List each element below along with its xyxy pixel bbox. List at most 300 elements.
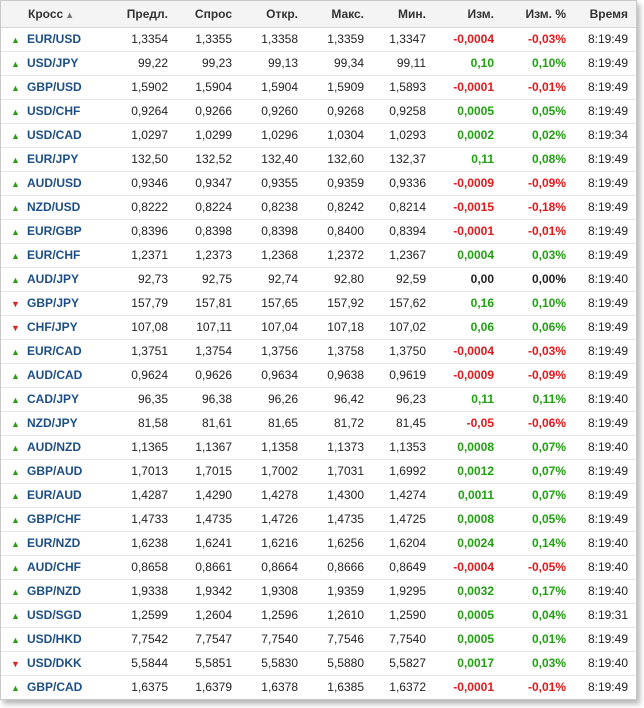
high-cell: 132,60 [306, 147, 372, 171]
low-cell: 5,5827 [372, 651, 434, 675]
arrow-up-icon: ▲ [11, 131, 20, 141]
pair-link[interactable]: USD/CAD [27, 128, 82, 142]
pair-link[interactable]: CHF/JPY [27, 320, 78, 334]
high-cell: 1,5909 [306, 75, 372, 99]
open-cell: 1,6216 [240, 531, 306, 555]
low-cell: 157,62 [372, 291, 434, 315]
open-cell: 96,26 [240, 387, 306, 411]
bid-cell: 1,4287 [93, 483, 176, 507]
ask-cell: 0,9347 [176, 171, 240, 195]
change-cell: 0,11 [434, 387, 502, 411]
table-row [1, 75, 636, 99]
pair-cell [1, 579, 93, 603]
sort-arrow-icon[interactable]: ▲ [65, 9, 75, 20]
table-row [1, 147, 636, 171]
pair-link[interactable]: USD/HKD [27, 632, 82, 646]
pair-cell [1, 651, 93, 675]
change-percent-cell: 0,06% [502, 315, 574, 339]
table-row [1, 579, 636, 603]
change-cell: -0,0001 [434, 219, 502, 243]
high-cell: 5,5880 [306, 651, 372, 675]
low-cell: 1,1353 [372, 435, 434, 459]
pair-link[interactable]: EUR/CAD [27, 344, 82, 358]
open-cell: 107,04 [240, 315, 306, 339]
open-cell: 157,65 [240, 291, 306, 315]
change-cell: 0,0011 [434, 483, 502, 507]
open-cell: 7,7540 [240, 627, 306, 651]
time-cell: 8:19:49 [574, 75, 636, 99]
change-percent-cell: 0,10% [502, 51, 574, 75]
pair-link[interactable]: USD/JPY [27, 56, 79, 70]
table-row [1, 339, 636, 363]
pair-cell [1, 267, 93, 291]
pair-link[interactable]: USD/CHF [27, 104, 81, 118]
change-percent-cell: -0,06% [502, 411, 574, 435]
ask-cell: 0,8398 [176, 219, 240, 243]
table-row [1, 651, 636, 675]
ask-cell: 1,2373 [176, 243, 240, 267]
low-cell: 1,9295 [372, 579, 434, 603]
time-cell: 8:19:34 [574, 123, 636, 147]
bid-cell: 99,22 [93, 51, 176, 75]
open-cell: 0,8238 [240, 195, 306, 219]
change-cell: 0,0005 [434, 627, 502, 651]
pair-link[interactable]: EUR/JPY [27, 152, 79, 166]
bid-cell: 7,7542 [93, 627, 176, 651]
high-cell: 92,80 [306, 267, 372, 291]
arrow-up-icon: ▲ [11, 155, 20, 165]
table-row [1, 171, 636, 195]
ask-cell: 1,2604 [176, 603, 240, 627]
bid-cell: 1,2599 [93, 603, 176, 627]
change-percent-cell: 0,08% [502, 147, 574, 171]
time-cell: 8:19:40 [574, 651, 636, 675]
open-cell: 1,4278 [240, 483, 306, 507]
change-percent-cell: 0,02% [502, 123, 574, 147]
column-header-low[interactable]: Мин. [372, 1, 434, 27]
table-row [1, 387, 636, 411]
change-percent-cell: 0,14% [502, 531, 574, 555]
arrow-up-icon: ▲ [11, 683, 20, 693]
pair-cell [1, 171, 93, 195]
arrow-down-icon: ▼ [11, 659, 20, 669]
low-cell: 1,2590 [372, 603, 434, 627]
table-row [1, 219, 636, 243]
open-cell: 5,5830 [240, 651, 306, 675]
high-cell: 81,72 [306, 411, 372, 435]
bid-cell: 1,4733 [93, 507, 176, 531]
open-cell: 1,9308 [240, 579, 306, 603]
low-cell: 1,6372 [372, 675, 434, 699]
table-row [1, 27, 636, 51]
low-cell: 1,2367 [372, 243, 434, 267]
bid-cell: 0,8658 [93, 555, 176, 579]
change-percent-cell: -0,01% [502, 219, 574, 243]
table-row [1, 99, 636, 123]
change-percent-cell: -0,01% [502, 75, 574, 99]
ask-cell: 0,8661 [176, 555, 240, 579]
high-cell: 1,2372 [306, 243, 372, 267]
table-row [1, 435, 636, 459]
change-cell: 0,0032 [434, 579, 502, 603]
low-cell: 81,45 [372, 411, 434, 435]
pair-link[interactable]: EUR/CHF [27, 248, 81, 262]
table-row [1, 507, 636, 531]
pair-cell [1, 147, 93, 171]
arrow-up-icon: ▲ [11, 107, 20, 117]
change-percent-cell: -0,09% [502, 363, 574, 387]
table-header-row [1, 1, 636, 27]
pair-link[interactable]: EUR/NZD [27, 536, 81, 550]
ask-cell: 0,8224 [176, 195, 240, 219]
low-cell: 1,6992 [372, 459, 434, 483]
time-cell: 8:19:49 [574, 627, 636, 651]
high-cell: 0,9268 [306, 99, 372, 123]
bid-cell: 107,08 [93, 315, 176, 339]
open-cell: 1,3358 [240, 27, 306, 51]
change-cell: -0,0001 [434, 75, 502, 99]
time-cell: 8:19:40 [574, 435, 636, 459]
change-percent-cell: -0,09% [502, 171, 574, 195]
high-cell: 0,9638 [306, 363, 372, 387]
pair-cell [1, 291, 93, 315]
pair-cell [1, 603, 93, 627]
low-cell: 1,6204 [372, 531, 434, 555]
open-cell: 92,74 [240, 267, 306, 291]
change-percent-cell: 0,00% [502, 267, 574, 291]
time-cell: 8:19:49 [574, 147, 636, 171]
pair-link[interactable]: NZD/JPY [27, 416, 78, 430]
change-percent-cell: -0,03% [502, 27, 574, 51]
table-row [1, 411, 636, 435]
time-cell: 8:19:49 [574, 51, 636, 75]
time-cell: 8:19:49 [574, 315, 636, 339]
pair-cell [1, 675, 93, 699]
table-body [1, 27, 636, 699]
high-cell: 7,7546 [306, 627, 372, 651]
open-cell: 1,2368 [240, 243, 306, 267]
column-header-change[interactable]: Изм. [434, 1, 502, 27]
ask-cell: 132,52 [176, 147, 240, 171]
change-cell: 0,16 [434, 291, 502, 315]
high-cell: 1,2610 [306, 603, 372, 627]
pair-cell [1, 51, 93, 75]
bid-cell: 1,3751 [93, 339, 176, 363]
time-cell: 8:19:49 [574, 363, 636, 387]
time-cell: 8:19:49 [574, 27, 636, 51]
change-cell: 0,0005 [434, 603, 502, 627]
bid-cell: 96,35 [93, 387, 176, 411]
column-header-ask[interactable]: Спрос [176, 1, 240, 27]
open-cell: 132,40 [240, 147, 306, 171]
arrow-up-icon: ▲ [11, 539, 20, 549]
change-cell: -0,0004 [434, 339, 502, 363]
pair-link[interactable]: EUR/AUD [27, 488, 82, 502]
quotes-table [1, 1, 636, 700]
ask-cell: 1,4290 [176, 483, 240, 507]
pair-cell [1, 435, 93, 459]
change-cell: -0,0009 [434, 171, 502, 195]
pair-link[interactable]: USD/DKK [27, 656, 82, 670]
time-cell: 8:19:31 [574, 603, 636, 627]
open-cell: 1,1358 [240, 435, 306, 459]
table-row [1, 123, 636, 147]
change-percent-cell: 0,04% [502, 603, 574, 627]
open-cell: 1,0296 [240, 123, 306, 147]
ask-cell: 1,0299 [176, 123, 240, 147]
time-cell: 8:19:40 [574, 531, 636, 555]
change-percent-cell: -0,03% [502, 339, 574, 363]
high-cell: 1,9359 [306, 579, 372, 603]
change-percent-cell: 0,03% [502, 651, 574, 675]
ask-cell: 99,23 [176, 51, 240, 75]
low-cell: 1,4274 [372, 483, 434, 507]
table-row [1, 363, 636, 387]
arrow-up-icon: ▲ [11, 395, 20, 405]
table-row [1, 675, 636, 699]
pair-link[interactable]: AUD/USD [27, 176, 82, 190]
high-cell: 1,3758 [306, 339, 372, 363]
change-cell: -0,05 [434, 411, 502, 435]
bid-cell: 92,73 [93, 267, 176, 291]
high-cell: 0,9359 [306, 171, 372, 195]
open-cell: 1,5904 [240, 75, 306, 99]
open-cell: 99,13 [240, 51, 306, 75]
pair-link[interactable]: GBP/NZD [27, 584, 81, 598]
bid-cell: 157,79 [93, 291, 176, 315]
low-cell: 99,11 [372, 51, 434, 75]
low-cell: 1,0293 [372, 123, 434, 147]
column-header-time[interactable]: Время [574, 1, 636, 27]
pair-cell [1, 339, 93, 363]
pair-link[interactable]: GBP/CHF [27, 512, 81, 526]
ask-cell: 1,6379 [176, 675, 240, 699]
high-cell: 1,6256 [306, 531, 372, 555]
time-cell: 8:19:40 [574, 555, 636, 579]
pair-link[interactable]: GBP/USD [27, 80, 82, 94]
change-percent-cell: 0,17% [502, 579, 574, 603]
low-cell: 0,8649 [372, 555, 434, 579]
time-cell: 8:19:49 [574, 291, 636, 315]
table-row [1, 267, 636, 291]
bid-cell: 1,5902 [93, 75, 176, 99]
change-cell: -0,0001 [434, 675, 502, 699]
pair-link[interactable]: AUD/CAD [27, 368, 83, 382]
pair-cell [1, 411, 93, 435]
open-cell: 0,8664 [240, 555, 306, 579]
arrow-up-icon: ▲ [11, 203, 20, 213]
table-row [1, 603, 636, 627]
pair-cell [1, 123, 93, 147]
open-cell: 81,65 [240, 411, 306, 435]
change-cell: 0,06 [434, 315, 502, 339]
pair-cell [1, 315, 93, 339]
change-cell: 0,10 [434, 51, 502, 75]
arrow-up-icon: ▲ [11, 83, 20, 93]
low-cell: 1,3750 [372, 339, 434, 363]
pair-cell [1, 243, 93, 267]
low-cell: 1,3347 [372, 27, 434, 51]
pair-link[interactable]: AUD/JPY [27, 272, 80, 286]
low-cell: 0,8394 [372, 219, 434, 243]
high-cell: 157,92 [306, 291, 372, 315]
table-row [1, 483, 636, 507]
pair-link[interactable]: AUD/NZD [27, 440, 81, 454]
bid-cell: 132,50 [93, 147, 176, 171]
arrow-up-icon: ▲ [11, 611, 20, 621]
ask-cell: 96,38 [176, 387, 240, 411]
bid-cell: 0,9264 [93, 99, 176, 123]
column-header-bid[interactable]: Предл. [93, 1, 176, 27]
time-cell: 8:19:49 [574, 219, 636, 243]
bid-cell: 0,8396 [93, 219, 176, 243]
open-cell: 0,9634 [240, 363, 306, 387]
pair-link[interactable]: GBP/AUD [27, 464, 83, 478]
change-percent-cell: 0,07% [502, 435, 574, 459]
arrow-down-icon: ▼ [11, 323, 20, 333]
open-cell: 1,7002 [240, 459, 306, 483]
arrow-up-icon: ▲ [11, 251, 20, 261]
high-cell: 107,18 [306, 315, 372, 339]
high-cell: 1,4735 [306, 507, 372, 531]
ask-cell: 1,1367 [176, 435, 240, 459]
high-cell: 1,4300 [306, 483, 372, 507]
bid-cell: 1,2371 [93, 243, 176, 267]
pair-link[interactable]: CAD/JPY [27, 392, 80, 406]
high-cell: 1,7031 [306, 459, 372, 483]
pair-cell [1, 507, 93, 531]
bid-cell: 1,7013 [93, 459, 176, 483]
change-cell: -0,0015 [434, 195, 502, 219]
open-cell: 1,2596 [240, 603, 306, 627]
bid-cell: 1,1365 [93, 435, 176, 459]
open-cell: 0,9260 [240, 99, 306, 123]
high-cell: 1,3359 [306, 27, 372, 51]
change-percent-cell: -0,18% [502, 195, 574, 219]
table-row [1, 291, 636, 315]
open-cell: 0,9355 [240, 171, 306, 195]
high-cell: 1,1373 [306, 435, 372, 459]
arrow-up-icon: ▲ [11, 275, 20, 285]
time-cell: 8:19:49 [574, 507, 636, 531]
high-cell: 1,0304 [306, 123, 372, 147]
ask-cell: 1,3754 [176, 339, 240, 363]
ask-cell: 0,9626 [176, 363, 240, 387]
change-percent-cell: -0,01% [502, 675, 574, 699]
time-cell: 8:19:40 [574, 579, 636, 603]
arrow-up-icon: ▲ [11, 419, 20, 429]
ask-cell: 157,81 [176, 291, 240, 315]
bid-cell: 1,3354 [93, 27, 176, 51]
pair-link[interactable]: EUR/USD [27, 32, 82, 46]
bid-cell: 0,9624 [93, 363, 176, 387]
ask-cell: 1,4735 [176, 507, 240, 531]
ask-cell: 1,6241 [176, 531, 240, 555]
open-cell: 0,8398 [240, 219, 306, 243]
ask-cell: 81,61 [176, 411, 240, 435]
change-percent-cell: 0,05% [502, 99, 574, 123]
ask-cell: 107,11 [176, 315, 240, 339]
arrow-up-icon: ▲ [11, 347, 20, 357]
column-header-pair[interactable]: Кросс ▲ [1, 1, 93, 27]
pair-cell [1, 195, 93, 219]
pair-link[interactable]: NZD/USD [27, 200, 81, 214]
change-cell: -0,0004 [434, 555, 502, 579]
low-cell: 1,4725 [372, 507, 434, 531]
pair-cell [1, 363, 93, 387]
high-cell: 0,8666 [306, 555, 372, 579]
arrow-up-icon: ▲ [11, 515, 20, 525]
time-cell: 8:19:40 [574, 387, 636, 411]
arrow-up-icon: ▲ [11, 587, 20, 597]
pair-cell [1, 627, 93, 651]
change-cell: 0,0005 [434, 99, 502, 123]
time-cell: 8:19:49 [574, 675, 636, 699]
ask-cell: 1,5904 [176, 75, 240, 99]
pair-link[interactable]: USD/SGD [27, 608, 82, 622]
open-cell: 1,4726 [240, 507, 306, 531]
time-cell: 8:19:40 [574, 267, 636, 291]
time-cell: 8:19:49 [574, 195, 636, 219]
bid-cell: 0,8222 [93, 195, 176, 219]
change-percent-cell: 0,11% [502, 387, 574, 411]
pair-link[interactable]: GBP/JPY [27, 296, 80, 310]
pair-link[interactable]: EUR/GBP [27, 224, 82, 238]
change-percent-cell: 0,10% [502, 291, 574, 315]
open-cell: 1,6378 [240, 675, 306, 699]
high-cell: 96,42 [306, 387, 372, 411]
pair-link[interactable]: AUD/CHF [27, 560, 81, 574]
ask-cell: 1,7015 [176, 459, 240, 483]
high-cell: 0,8400 [306, 219, 372, 243]
ask-cell: 1,3355 [176, 27, 240, 51]
change-cell: 0,0008 [434, 507, 502, 531]
arrow-up-icon: ▲ [11, 443, 20, 453]
column-header-open[interactable]: Откр. [240, 1, 306, 27]
column-header-change-percent[interactable]: Изм. % [502, 1, 574, 27]
time-cell: 8:19:49 [574, 459, 636, 483]
low-cell: 132,37 [372, 147, 434, 171]
change-cell: 0,0008 [434, 435, 502, 459]
bid-cell: 5,5844 [93, 651, 176, 675]
table-row [1, 555, 636, 579]
low-cell: 107,02 [372, 315, 434, 339]
low-cell: 96,23 [372, 387, 434, 411]
change-cell: 0,0012 [434, 459, 502, 483]
arrow-up-icon: ▲ [11, 563, 20, 573]
pair-cell [1, 483, 93, 507]
bid-cell: 0,9346 [93, 171, 176, 195]
arrow-up-icon: ▲ [11, 467, 20, 477]
time-cell: 8:19:49 [574, 411, 636, 435]
change-cell: 0,0002 [434, 123, 502, 147]
ask-cell: 1,9342 [176, 579, 240, 603]
low-cell: 0,9619 [372, 363, 434, 387]
low-cell: 92,59 [372, 267, 434, 291]
low-cell: 0,9258 [372, 99, 434, 123]
pair-link[interactable]: GBP/CAD [27, 680, 83, 694]
pair-cell [1, 459, 93, 483]
pair-cell [1, 27, 93, 51]
column-header-high[interactable]: Макс. [306, 1, 372, 27]
table-row [1, 627, 636, 651]
arrow-up-icon: ▲ [11, 635, 20, 645]
time-cell: 8:19:49 [574, 243, 636, 267]
pair-cell [1, 531, 93, 555]
pair-cell [1, 99, 93, 123]
change-percent-cell: 0,01% [502, 627, 574, 651]
change-cell: 0,0004 [434, 243, 502, 267]
